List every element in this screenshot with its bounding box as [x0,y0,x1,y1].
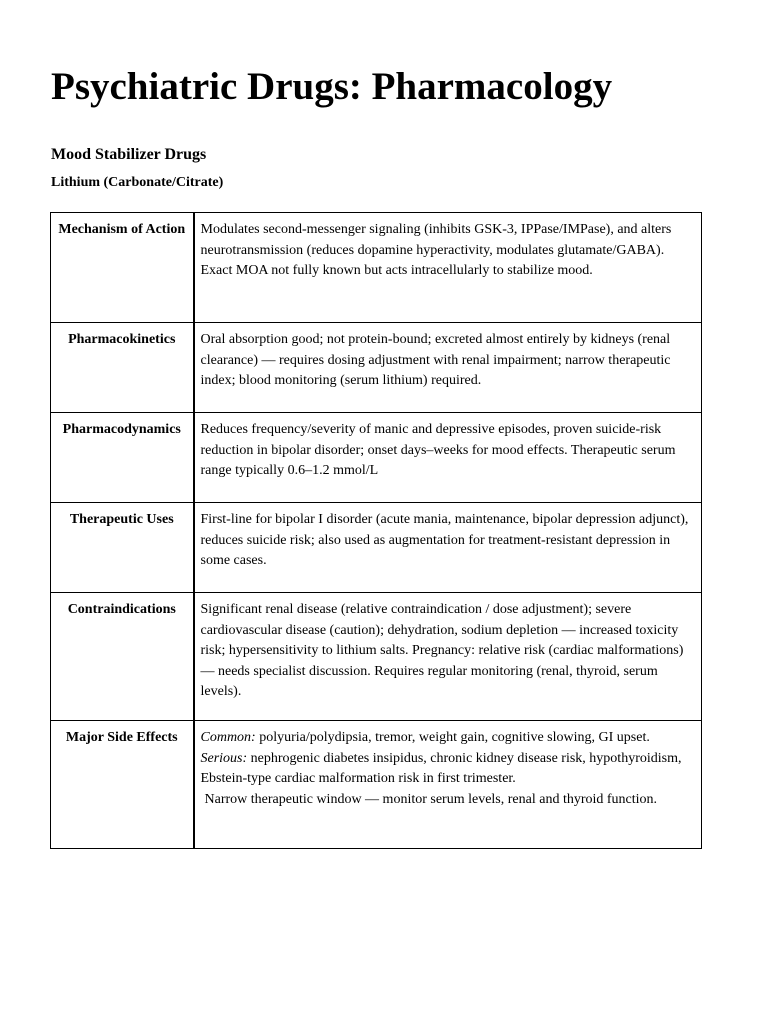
row-content-pharmacodynamics: Reduces frequency/severity of manic and depressive episodes, proven suicide-risk reduction in bipolar disorder; onset days–weeks for mood effects. Therapeutic serum range typically 0.6–1.2 mmol/L [194,413,702,503]
common-label: Common: [200,730,256,745]
serious-side-effects [201,751,682,787]
section-heading: Mood Stabilizer Drugs [51,146,207,163]
row-label-contraindications: Contraindications [51,593,194,721]
page-title: Psychiatric Drugs: Pharmacology [51,65,613,108]
table-row-mechanism [51,213,702,323]
common-text: polyuria/polydipsia, tremor, weight gain, cognitive slowing, GI upset. [255,730,650,745]
row-label-mechanism: Mechanism of Action [51,213,194,323]
row-content-mechanism: Modulates second-messenger signaling (inhibits GSK-3, IPPase/IMPase), and alters neurotransmission (reduces dopamine hyperactivity, modulates glutamate/GABA). Exact MOA not fully known but acts intracellularly to stabilize mood. [194,213,702,323]
row-content-therapeutic-uses: First-line for bipolar I disorder (acute mania, maintenance, bipolar depression adjunct), reduces suicide risk; also used as augmentation for treatment-resistant depression in some cases. [194,503,702,593]
row-label-pharmacokinetics: Pharmacokinetics [51,323,194,413]
row-content-side-effects [194,721,702,849]
row-label-side-effects: Major Side Effects [51,721,194,849]
row-content-pharmacokinetics: Oral absorption good; not protein-bound; excreted almost entirely by kidneys (renal clearance) — requires dosing adjustment with renal impairment; narrow therapeutic index; blood monitoring (serum lithium) required. [194,323,702,413]
serious-text: nephrogenic diabetes insipidus, chronic kidney disease risk, hypothyroidism, Ebstein-type cardiac malformation risk in first trimester. [200,750,682,787]
table-row-pharmacodynamics [51,413,702,503]
drug-info-table [50,212,702,849]
table-row-pharmacokinetics [51,323,702,413]
row-label-therapeutic-uses: Therapeutic Uses [51,503,194,593]
monitoring-note: Narrow therapeutic window — monitor serum levels, renal and thyroid function. [204,791,658,807]
drug-name-heading: Lithium (Carbonate/Citrate) [51,175,224,190]
serious-label: Serious: [200,750,248,766]
table-row-contraindications [51,593,702,721]
row-content-contraindications: Significant renal disease (relative contraindication / dose adjustment); severe cardiovascular disease (caution); dehydration, sodium depletion — increased toxicity risk; hypersensitivity to lithium salts. Pregnancy: relative risk (cardiac malformations) — needs specialist discussion. Requires regular monitoring (renal, thyroid, serum levels). [194,593,702,721]
table-row-side-effects [51,721,702,849]
row-label-pharmacodynamics: Pharmacodynamics [51,413,194,503]
table-row-therapeutic-uses [51,503,702,593]
common-side-effects [201,730,650,745]
